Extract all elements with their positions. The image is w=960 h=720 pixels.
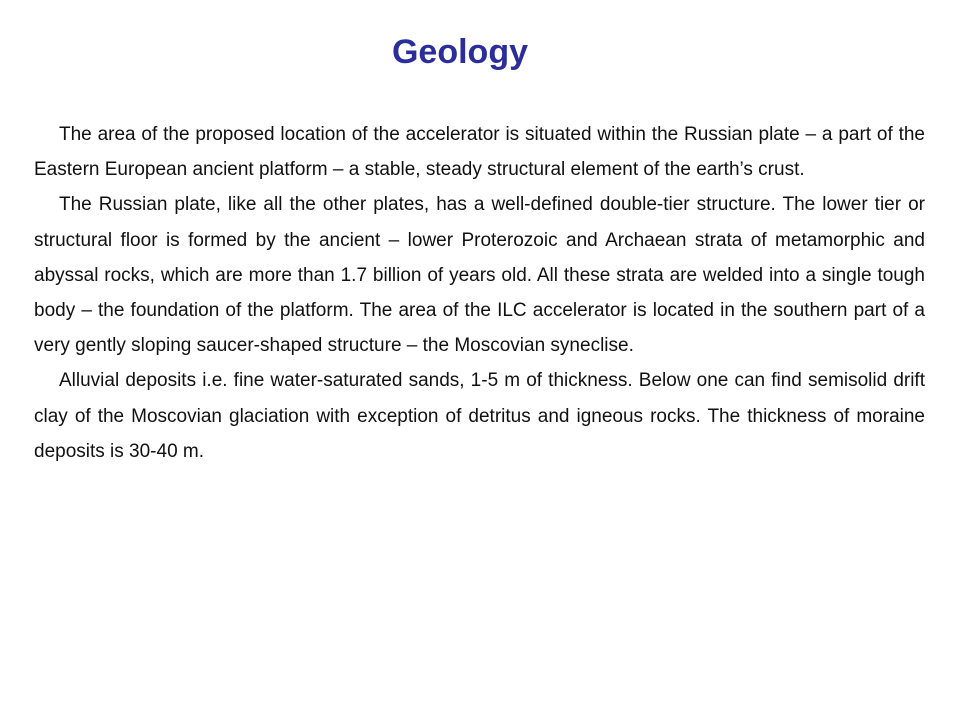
paragraph-structure: The Russian plate, like all the other plates, has a well-defined double-tier structure. The lower tier or structural floor is formed by the ancient – lower Proterozoic and Archaean strata of metamorphic and abyssal rocks, which are more than 1.7 billion of years old. All these strata are welded into a single tough body – the foundation of the platform. The area of the ILC accelerator is located in the southern part of a very gently sloping saucer-shaped structure – the Moscovian syneclise. — [34, 194, 925, 357]
paragraph-location: The area of the proposed location of the accelerator is situated within the Russian plate – a part of the Eastern European ancient platform – a stable, steady structural element of the earth’s crust. — [34, 124, 925, 181]
body-text — [34, 117, 925, 469]
paragraph-deposits: Alluvial deposits i.e. fine water-saturated sands, 1-5 m of thickness. Below one can find semisolid drift clay of the Moscovian glaciation with exception of detritus and igneous rocks. The thickness of moraine deposits is 30-40 m. — [34, 370, 925, 462]
slide-title: Geology — [391, 33, 529, 71]
